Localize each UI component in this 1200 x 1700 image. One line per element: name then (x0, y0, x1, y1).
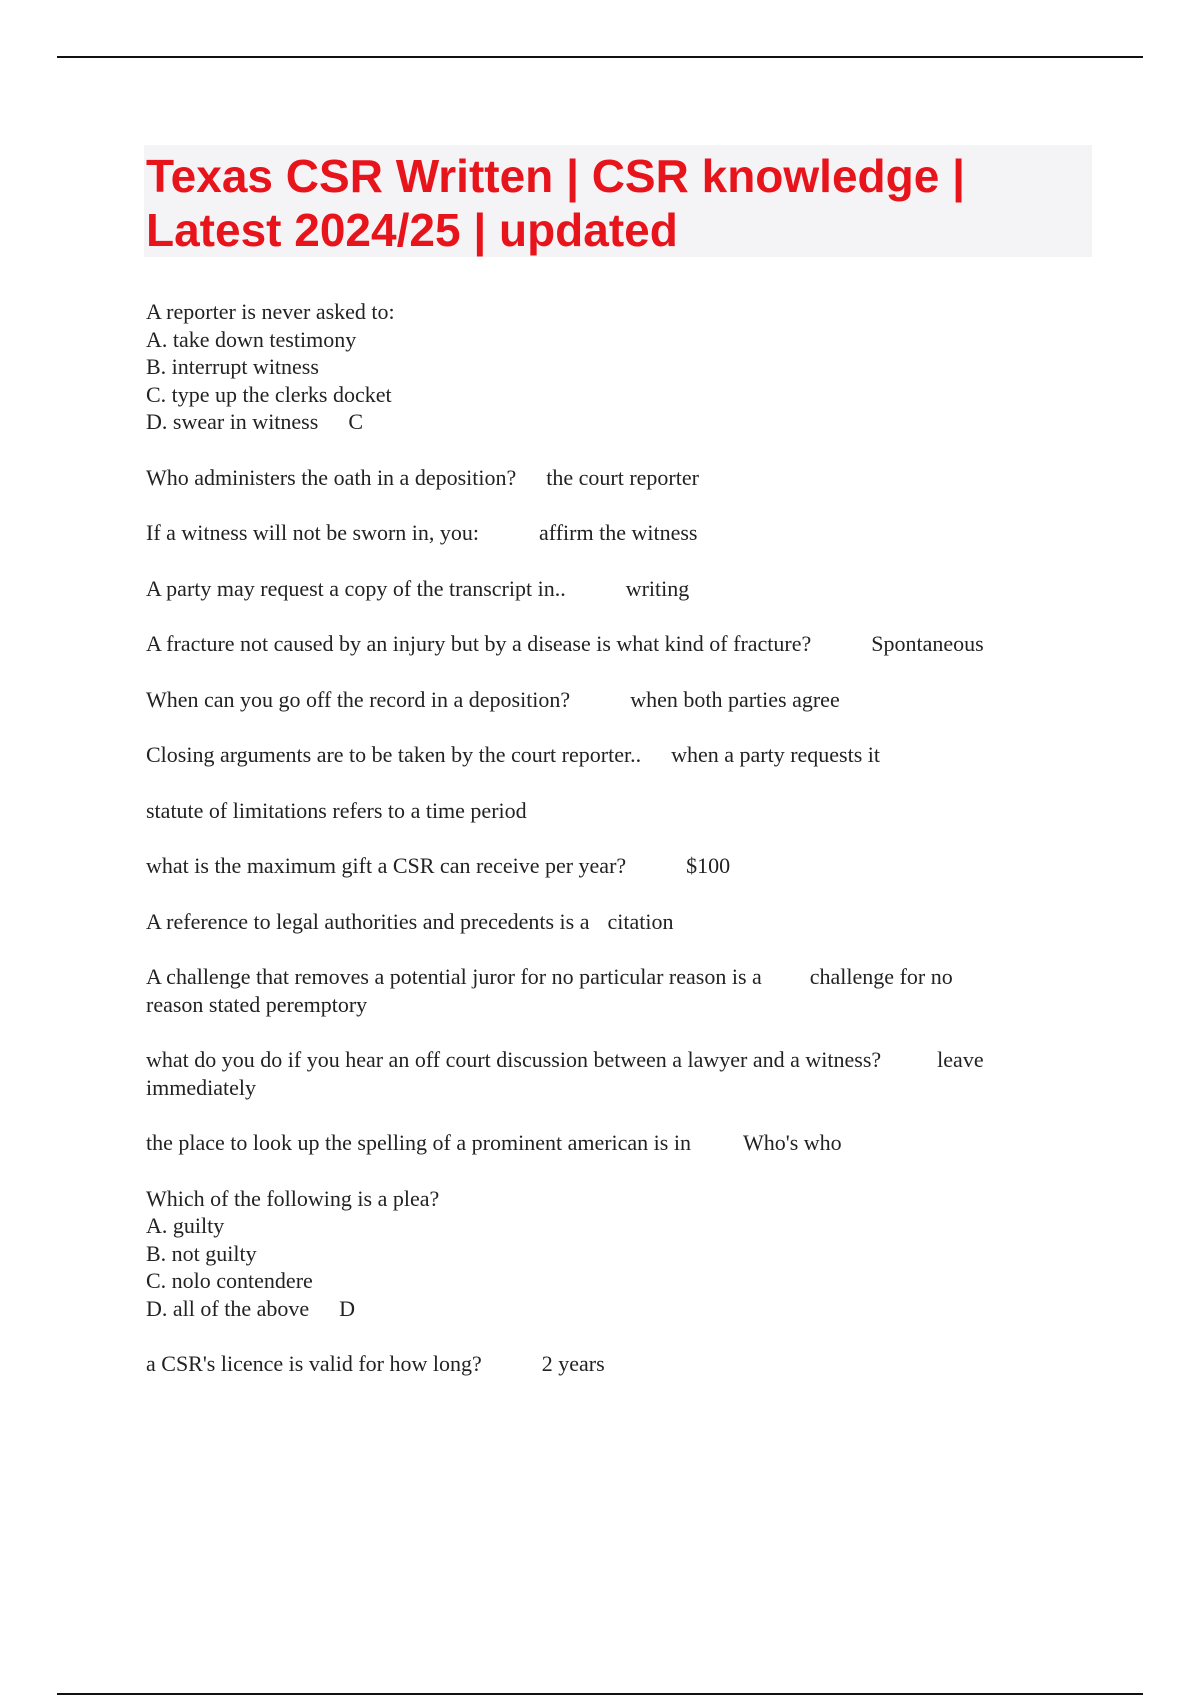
qa-item-11 (146, 963, 1076, 1018)
answer-text: $100 (686, 853, 731, 878)
qa-item-5 (146, 630, 1076, 658)
question-text: what do you do if you hear an off court discussion between a lawyer and a witness? (146, 1047, 882, 1072)
question-text: statute of limitations refers to (146, 797, 406, 823)
answer-text: challenge for no (809, 964, 953, 989)
qa-item-7 (146, 741, 1076, 769)
title-line-2: Latest 2024/25 | updated (146, 204, 678, 256)
qa-item-1 (146, 298, 1076, 436)
question-text: A reference to legal authorities and precedents is a (146, 908, 590, 934)
top-rule (57, 56, 1143, 58)
qa-item-13 (146, 1129, 1076, 1157)
answer-text: when both parties agree (630, 686, 840, 712)
answer-text: citation (607, 908, 674, 934)
answer-text: Who's who (742, 1130, 842, 1155)
option-a: A. take down testimony (146, 326, 357, 352)
question-text: the place to look up the spelling of a prominent american is in (146, 1130, 691, 1155)
document-title (146, 149, 1088, 257)
question-text: a CSR's licence is valid for how long? (146, 1351, 482, 1376)
qa-item-9 (146, 852, 1076, 880)
answer-text: 2 years (541, 1351, 605, 1376)
qa-item-10 (146, 908, 1076, 936)
answer-text: writing (625, 575, 690, 601)
question-text: A challenge that removes a potential juror for no particular reason is a (146, 964, 762, 989)
question-text: Who administers the oath in a deposition? (146, 464, 517, 490)
question-text: what is the maximum gift a CSR can receive per year? (146, 853, 627, 878)
title-banner (144, 145, 1092, 257)
question-text: A reporter is never asked to: (146, 299, 395, 324)
answer-continuation: immediately (146, 1074, 256, 1100)
question-text: Closing arguments are to be taken by the court reporter.. (146, 742, 642, 767)
option-b: B. not guilty (146, 1240, 257, 1266)
title-line-1: Texas CSR Written | CSR knowledge | (146, 150, 965, 202)
option-b: B. interrupt witness (146, 354, 319, 379)
qa-item-14 (146, 1185, 1076, 1323)
answer-text: the court reporter (546, 464, 699, 490)
qa-item-15 (146, 1350, 1076, 1378)
qa-item-6 (146, 686, 1076, 714)
answer-text: C (348, 409, 363, 434)
answer-continuation: reason stated peremptory (146, 991, 368, 1017)
question-text: A party may request a copy of the transcript in.. (146, 575, 566, 601)
answer-text: leave (937, 1047, 984, 1072)
option-d: D. all of the above (146, 1295, 310, 1321)
option-c: C. nolo contendere (146, 1268, 313, 1293)
answer-text: when a party requests it (671, 742, 881, 767)
option-d: D. swear in witness (146, 409, 319, 434)
qa-item-12 (146, 1046, 1076, 1101)
question-text: When can you go off the record in a deposition? (146, 686, 571, 712)
question-text: Which of the following is a plea? (146, 1185, 440, 1211)
qa-item-2 (146, 464, 1076, 492)
qa-item-8 (146, 797, 1076, 825)
option-a: A. guilty (146, 1213, 225, 1238)
answer-text: Spontaneous (871, 631, 984, 656)
answer-text: D (339, 1295, 355, 1321)
bottom-rule (57, 1693, 1143, 1695)
question-text: If a witness will not be sworn in, you: (146, 520, 480, 545)
option-c: C. type up the clerks docket (146, 381, 392, 407)
qa-item-4 (146, 575, 1076, 603)
answer-text: a time period (410, 797, 527, 823)
qa-item-3 (146, 519, 1076, 547)
flashcard-list (146, 298, 1076, 1406)
answer-text: affirm the witness (539, 520, 698, 545)
question-text: A fracture not caused by an injury but by a disease is what kind of fracture? (146, 631, 812, 656)
